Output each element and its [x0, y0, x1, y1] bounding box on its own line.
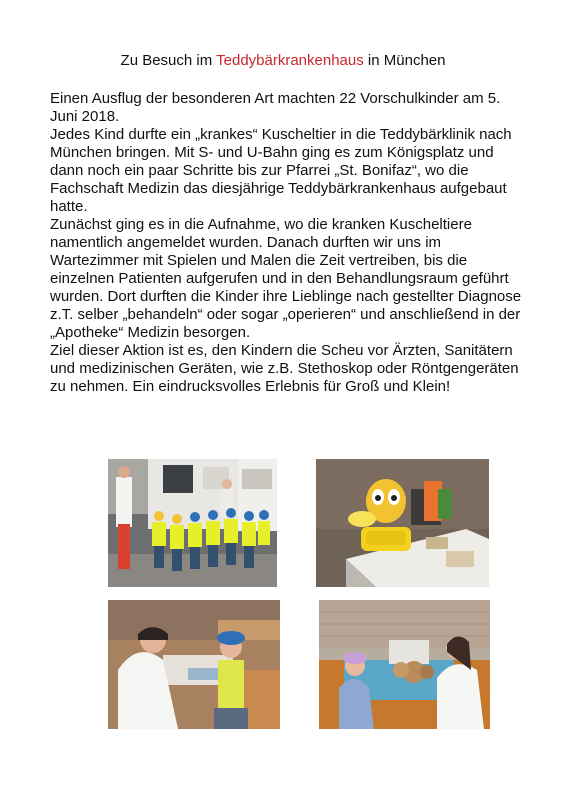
- paragraph-journey: Jedes Kind durfte ein „krankes“ Kuscheltier in die Teddybärklinik nach München bringen. Mit S- und U-Bahn ging es zum Königsplatz und dann noch ein paar Schritte bis zur Pfarrei „St. Bonifaz“, wo die Fachschaft Medizin das diesjährige Teddybärkrankenhaus aufgebaut hatte.: [50, 126, 512, 215]
- photo-treatment-table: [108, 600, 280, 729]
- photo-bee-mascot: [316, 459, 489, 587]
- paragraph-goal: Ziel dieser Aktion ist es, den Kindern die Scheu vor Ärzten, Sanitätern und medizinischen Geräten, wie z.B. Stethoskop oder Röntgengeräten zu nehmen. Ein eindrucksvolles Erlebnis für Groß und Klein!: [50, 342, 519, 395]
- paragraph-treatment: Zunächst ging es in die Aufnahme, wo die kranken Kuscheltiere namentlich angemeldet wurden. Danach durften wir uns im Wartezimmer mit Spielen und Malen die Zeit vertreiben, bis die einzelnen Patienten aufgerufen und in den Behandlungsraum geführt wurden. Dort durften die Kinder ihre Lieblinge nach gestellter Diagnose z.T. selber „behandeln“ oder sogar „operieren“ und anschließend in der „Apotheke“ Medizin besorgen.: [50, 216, 522, 341]
- photo-ambulance-visit: [108, 459, 277, 587]
- title-suffix: in München: [363, 52, 446, 69]
- article-body: [50, 90, 530, 396]
- title-highlight: Teddybärkrankenhaus: [216, 52, 364, 69]
- paragraph-intro: Einen Ausflug der besonderen Art machten 22 Vorschulkinder am 5. Juni 2018.: [50, 90, 501, 125]
- title-prefix: Zu Besuch im: [120, 52, 217, 69]
- photo-teddy-examination: [319, 600, 490, 729]
- page-title: [0, 52, 566, 70]
